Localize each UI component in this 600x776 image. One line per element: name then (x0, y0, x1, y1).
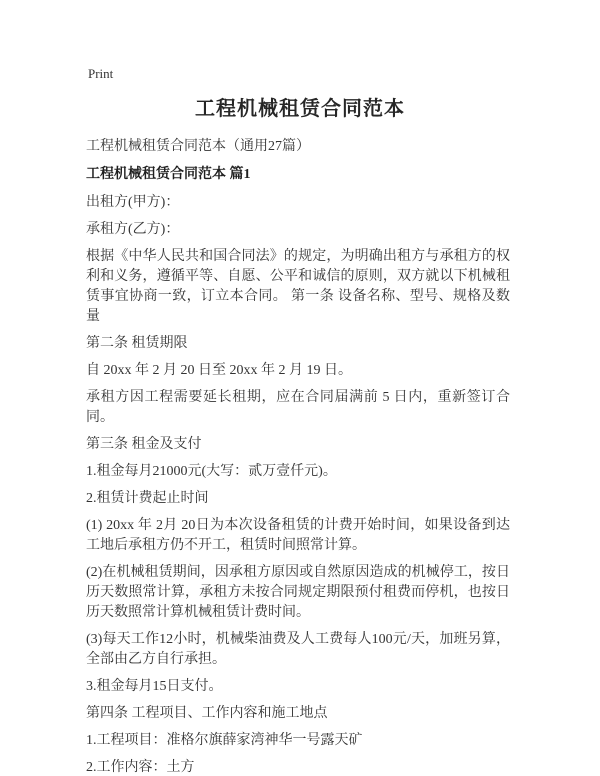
paragraph-clause3-title: 第三条 租金及支付 (86, 437, 202, 452)
paragraph-clause2-title: 第二条 租赁期限 (86, 336, 188, 351)
paragraph-lease-term: 自 20xx 年 2 月 20 日至 20xx 年 2 月 19 日。 (86, 363, 352, 378)
paragraph-renewal: 承租方因工程需要延长租期，应在合同届满前 5 日内，重新签订合同。 (86, 390, 510, 425)
paragraph-lessee: 承租方(乙方)： (86, 222, 180, 237)
paragraph-billing-3: (3)每天工作12小时，机械柴油费及人工费每人100元/天，加班另算，全部由乙方自行承担。 (86, 632, 510, 667)
paragraph-billing-2: (2)在机械租赁期间，因承租方原因或自然原因造成的机械停工，按日历天数照常计算，承租方未按合同规定期限预付租费而停机，也按日历天数照常计算机械租赁计费时间。 (86, 565, 510, 620)
paragraph-project: 1.工程项目：准格尔旗薛家湾神华一号露天矿 (86, 733, 363, 748)
document-body (86, 193, 510, 776)
document-subtitle: 工程机械租赁合同范本（通用27篇） (86, 139, 310, 154)
print-link[interactable]: Print (88, 66, 114, 81)
paragraph-preamble: 根据《中华人民共和国合同法》的规定，为明确出租方与承租方的权利和义务，遵循平等、自愿、公平和诚信的原则，双方就以下机械租赁事宜协商一致，订立本合同。 第一条 设备名称、型号、规格及数量 (86, 249, 510, 324)
paragraph-payment-day: 3.租金每月15日支付。 (86, 679, 223, 694)
paragraph-billing-title: 2.租赁计费起止时间 (86, 491, 209, 506)
paragraph-billing-1: (1) 20xx 年 2月 20日为本次设备租赁的计费开始时间，如果设备到达工地后承租方仍不开工，租赁时间照常计算。 (86, 518, 510, 553)
paragraph-lessor: 出租方(甲方)： (86, 195, 180, 210)
paragraph-work-content: 2.工作内容：土方 (86, 760, 195, 775)
paragraph-clause4-title: 第四条 工程项目、工作内容和施工地点 (86, 706, 328, 721)
paragraph-rent-amount: 1.租金每月21000元(大写：贰万壹仟元)。 (86, 464, 337, 479)
section-heading: 工程机械租赁合同范本 篇1 (86, 167, 251, 182)
page-title: 工程机械租赁合同范本 (195, 98, 405, 120)
